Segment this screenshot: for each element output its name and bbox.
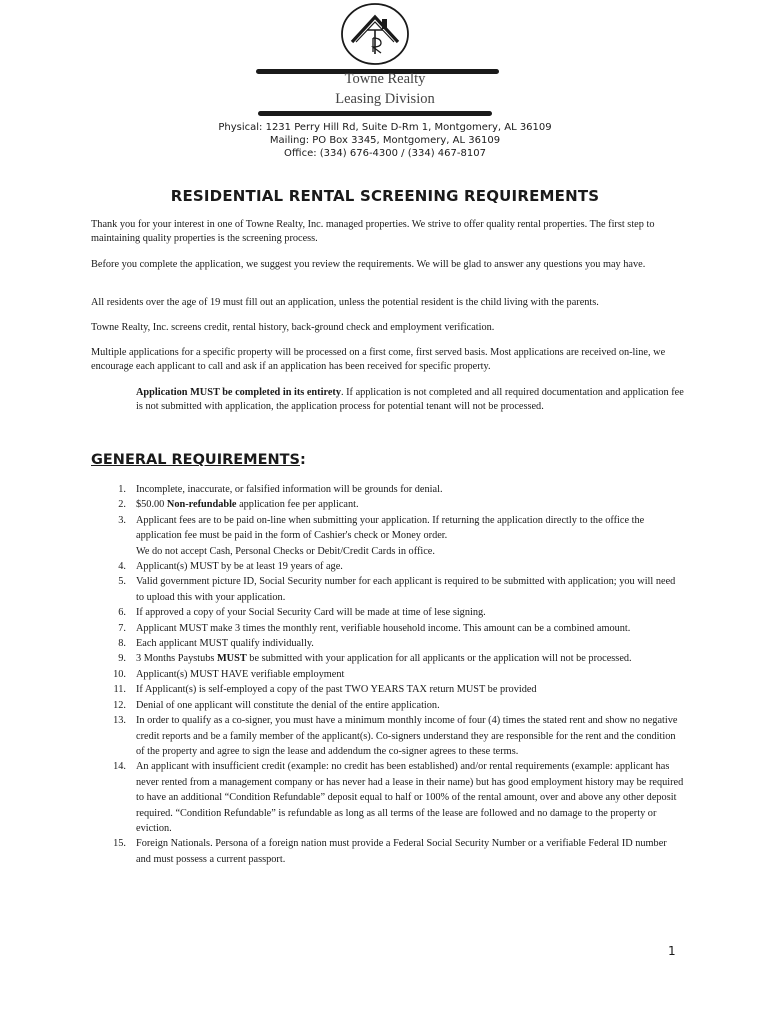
requirement-number: 7. — [118, 622, 126, 634]
requirement-text: 3 Months Paystubs — [136, 653, 217, 665]
requirement-text: Applicant(s) MUST HAVE verifiable employment — [136, 668, 345, 680]
company-division: Leasing Division — [335, 91, 435, 107]
mailing-address: Mailing: PO Box 3345, Montgomery, AL 36109 — [269, 135, 501, 146]
requirement-text: If approved a copy of your Social Security Card will be made at time of lese signing. — [136, 607, 486, 619]
requirement-text: Each applicant MUST qualify individually. — [136, 638, 314, 650]
company-name: Towne Realty — [344, 71, 426, 87]
requirement-item — [0, 559, 684, 574]
requirement-text: In order to qualify as a co-signer, you must have a minimum monthly income of four (4) times the stated rent and show no negative credit reports and be a family member of the applicant(s). Co-signers understand they are responsible for the rent and the condition of the property and agree to sign the lease and addendum the co-signer agrees to these terms. — [136, 715, 678, 757]
requirement-item — [0, 574, 684, 605]
requirement-number: 6. — [118, 607, 126, 619]
requirement-item — [0, 698, 684, 713]
address-block — [0, 121, 770, 160]
document-title: RESIDENTIAL RENTAL SCREENING REQUIREMENTS — [170, 187, 600, 205]
requirement-text: Foreign Nationals. Persona of a foreign nation must provide a Federal Social Security Number or a verifiable Federal ID number and must possess a current passport. — [136, 838, 667, 865]
requirement-text: If Applicant(s) is self-employed a copy of the past TWO YEARS TAX return MUST be provided — [136, 684, 537, 696]
requirement-number: 13. — [113, 715, 126, 727]
requirement-number: 10. — [113, 668, 126, 680]
requirement-extra-line: We do not accept Cash, Personal Checks or Debit/Credit Cards in office. — [136, 545, 435, 557]
requirement-number: 14. — [113, 761, 126, 773]
requirement-emphasis: MUST — [216, 653, 247, 665]
requirement-number: 1. — [118, 484, 126, 495]
intro-paragraph: Multiple applications for a specific property will be processed on a first come, first served basis. Most applications are received on-line, we encourage each applicant to call and ask if an application has been received for specific property. — [91, 347, 666, 372]
requirement-number: 12. — [113, 699, 126, 711]
requirement-number: 11. — [113, 684, 126, 696]
requirement-item — [0, 836, 684, 867]
requirement-item — [0, 713, 684, 759]
requirement-item — [0, 651, 684, 666]
office-phone: Office: (334) 676-4300 / (334) 467-8107 — [284, 148, 486, 159]
requirement-number: 9. — [118, 653, 126, 665]
intro-paragraph: All residents over the age of 19 must fill out an application, unless the potential resident is the child living with the parents. — [91, 297, 599, 308]
requirement-number: 2. — [118, 499, 126, 511]
physical-address: Physical: 1231 Perry Hill Rd, Suite D-Rm 1, Montgomery, AL 36109 — [218, 122, 552, 133]
requirement-text-cont: be submitted with your application for all applicants or the application will not be processed. — [246, 653, 632, 665]
requirement-item — [0, 636, 684, 651]
requirement-item — [0, 682, 684, 697]
completion-notice-text: . If application is not completed and all required documentation and application fee is not submitted with application, the application process for potential tenant will not be processed. — [136, 387, 684, 412]
requirement-text: Denial of one applicant will constitute the denial of the entire application. — [136, 699, 440, 711]
requirement-text: Incomplete, inaccurate, or falsified information will be grounds for denial. — [136, 484, 443, 495]
requirement-text: $50.00 — [136, 499, 167, 511]
requirement-emphasis: Non-refundable — [166, 499, 237, 511]
requirement-item — [0, 513, 684, 559]
requirement-number: 8. — [118, 638, 126, 650]
requirement-text: An applicant with insufficient credit (example: no credit has been established) and/or rental requirements (example: applicant has never rented from a management company or has never had a lease in their name) but has good employment history may be required to have an additional “Condition Refundable” deposit equal to half or 100% of the rental amount, over and above any other deposit required. “Condition Refundable” is refundable as long as all terms of the lease are followed and no damage to the property or eviction. — [136, 761, 684, 834]
requirement-number: 4. — [118, 561, 126, 573]
requirement-text: Applicant(s) MUST by be at least 19 years of age. — [136, 561, 343, 573]
requirement-text: Applicant MUST make 3 times the monthly rent, verifiable household income. This amount can be a combined amount. — [136, 622, 631, 634]
completion-notice — [136, 386, 684, 414]
header-rule-bottom — [258, 111, 492, 116]
requirement-item — [0, 759, 684, 836]
requirement-text: Valid government picture ID, Social Security number for each applicant is required to be submitted with application; you will need to upload this with your application. — [136, 576, 676, 603]
requirement-text-cont: application fee per applicant. — [236, 499, 359, 511]
requirements-list — [0, 482, 770, 867]
requirement-item — [0, 605, 684, 620]
requirement-number: 15. — [113, 838, 126, 850]
general-requirements-heading: GENERAL REQUIREMENTS: — [91, 452, 306, 468]
requirement-item — [0, 621, 684, 636]
requirement-item — [0, 497, 684, 512]
requirement-number: 5. — [118, 576, 126, 588]
requirement-item — [0, 482, 684, 497]
requirement-item — [0, 667, 684, 682]
page-number: 1 — [668, 944, 676, 958]
intro-paragraph: Before you complete the application, we suggest you review the requirements. We will be glad to answer any questions you may have. — [91, 259, 646, 270]
intro-paragraph: Towne Realty, Inc. screens credit, rental history, back-ground check and employment verification. — [91, 322, 495, 333]
requirement-text: Applicant fees are to be paid on-line when submitting your application. If returning the application directly to the office the application fee must be paid in the form of Cashier's check or Money order. — [136, 514, 645, 542]
completion-notice-bold: Application MUST be completed in its entirety — [136, 387, 341, 398]
towne-realty-logo — [340, 2, 410, 66]
intro-paragraph: Thank you for your interest in one of Towne Realty, Inc. managed properties. We strive to offer quality rental properties. The first step to maintaining quality properties is the screening process. — [91, 219, 655, 244]
requirement-number: 3. — [118, 514, 126, 526]
